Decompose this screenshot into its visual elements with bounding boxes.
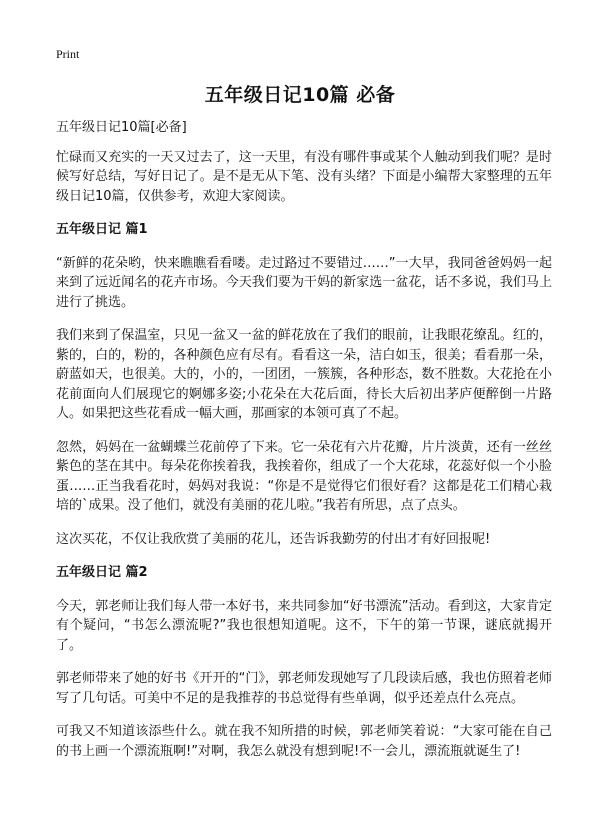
document-body: [56, 118, 552, 775]
section-heading: 五年级日记 篇1: [56, 222, 148, 237]
document-subtitle: 五年级日记10篇[必备]: [56, 120, 187, 135]
paragraph: “新鲜的花朵哟，快来瞧瞧看看喽。走过路过不要错过……”一大早，我同爸爸妈妈一起来到了远近闻名的花卉市场。今天我们要为干妈的新家选一盆花，话不多说，我们马上进行了挑选。: [56, 255, 552, 310]
paragraph: 忽然，妈妈在一盆蝴蝶兰花前停了下来。它一朵花有六片花瓣，片片淡黄，还有一丝丝紫色的茎在其中。每朵花你挨着我，我挨着你，组成了一个大花球，花蕊好似一个小脸蛋……正当我看花时，妈妈对我说：“你是不是觉得它们很好看？这都是花工们精心栽培的`成果。没了他们，就没有美丽的花儿啦。”我若有所思，点了点头。: [56, 439, 552, 513]
paragraph: 今天，郭老师让我们每人带一本好书，来共同参加“好书漂流”活动。看到这，大家肯定有个疑问，“书怎么漂流呢?”我也很想知道呢。这不，下午的第一节课，谜底就揭开了。: [56, 598, 552, 653]
print-link[interactable]: Print: [56, 47, 80, 61]
paragraph: 可我又不知道该添些什么。就在我不知所措的时候，郭老师笑着说：“大家可能在自己的书上画一个漂流瓶啊!”对啊，我怎么就没有想到呢!不一会儿，漂流瓶就诞生了!: [56, 724, 552, 759]
paragraph: 郭老师带来了她的好书《开开的“门》，郭老师发现她写了几段读后感，我也仿照着老师写了几句话。可美中不足的是我推荐的书总觉得有些单调，似乎还差点什么亮点。: [56, 671, 552, 706]
intro-paragraph: 忙碌而又充实的一天又过去了，这一天里，有没有哪件事或某个人触动到我们呢？是时候写好总结，写好日记了。是不是无从下笔、没有头绪？下面是小编帮大家整理的五年级日记10篇，仅供参考，欢迎大家阅读。: [56, 149, 552, 204]
paragraph: 我们来到了保温室，只见一盆又一盆的鲜花放在了我们的眼前，让我眼花缭乱。红的，紫的，白的，粉的，各种颜色应有尽有。看看这一朵，洁白如玉，很美；看看那一朵，蔚蓝如天，也很美。大的，小的，一团团，一簇簇，各种形态，数不胜数。大花抢在小花前面向人们展现它的婀娜多姿;小花朵在大花后面，待长大后初出茅庐便醉倒一片路人。如果把这些花看成一幅大画，那画家的本领可真了不起。: [56, 328, 552, 421]
section-2: [56, 563, 552, 761]
section-heading: 五年级日记 篇2: [56, 565, 148, 580]
paragraph: 这次买花，不仅让我欣赏了美丽的花儿，还告诉我勤劳的付出才有好回报呢!: [56, 531, 491, 547]
section-1: [56, 220, 552, 549]
document-title: 五年级日记10篇 必备: [204, 84, 396, 106]
